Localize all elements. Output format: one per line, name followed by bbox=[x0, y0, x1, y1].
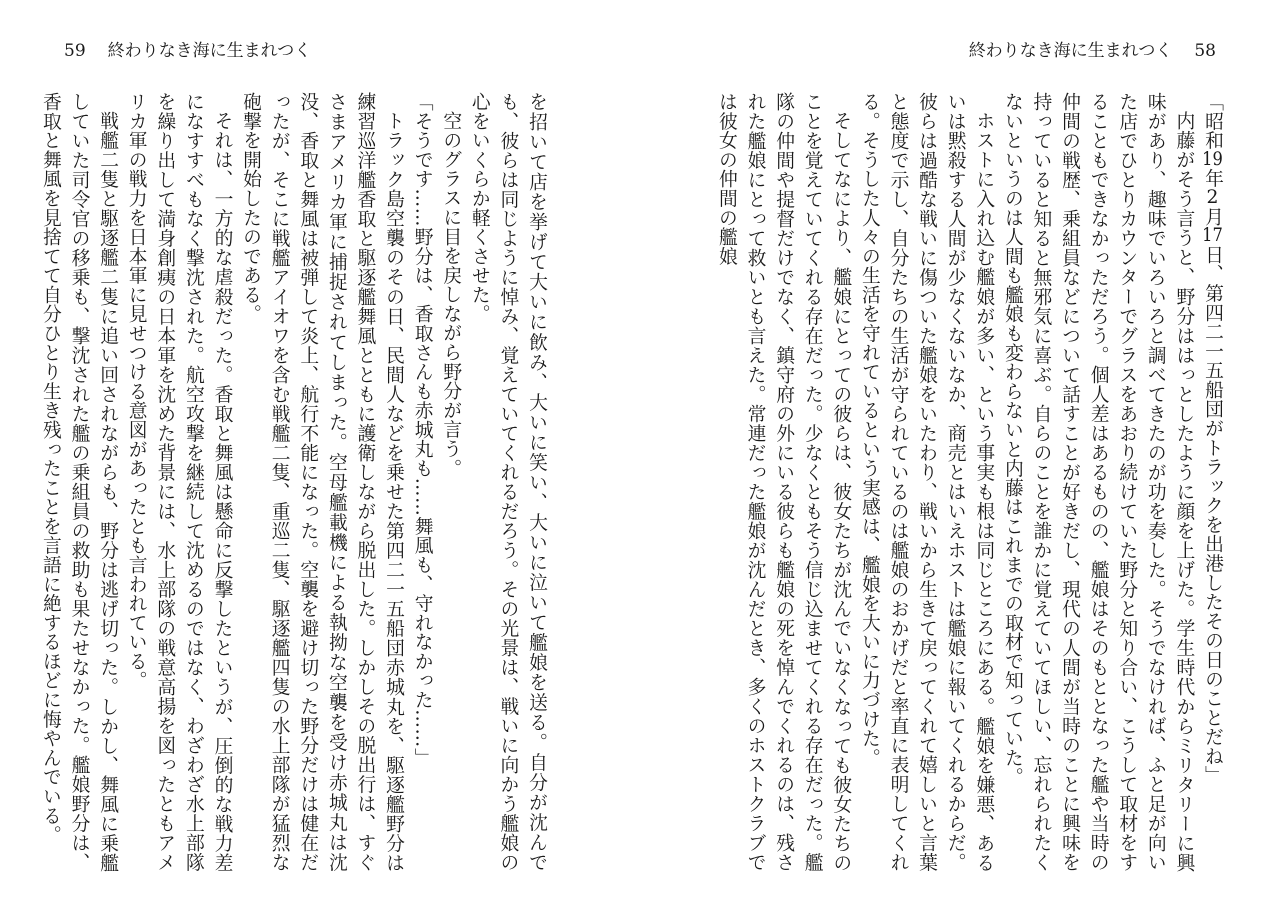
paragraph: 戦艦二隻と駆逐艦二隻に追い回されながらも、野分は逃げ切った。しかし、舞風に乗艦していた司令官の移乗も、撃沈された艦の乗組員の救助も果たせなかった。艦娘野分は、香取と舞風を見捨てて自分ひとり生き残ったことを言語に絶するほどに悔やんでいる。 bbox=[39, 92, 119, 872]
dialogue-paragraph: 「そうです……野分は、香取さんも赤城丸も……舞風も、守れなかった……」 bbox=[411, 92, 433, 768]
paragraph: ホストに入れ込む艦娘が多い、という事実も根は同じところにある。艦娘を嫌悪、あるいは黙殺する人間が少なくないなか、商売とはいえホストは艦娘に報いてくれるからだ。彼らは過酷な戦いに傷ついた艦娘をいたわり、戦いから生きて戻ってくれて嬉しいと言葉と態度で示し、自分たちの生活が守られているのは艦娘のおかげだと率直に表明してくれる。そうした人々の生活を守れているという実感は、艦娘を大いに力づけた。 bbox=[858, 92, 995, 872]
right-page-body bbox=[715, 92, 1226, 872]
paragraph: を招いて店を挙げて大いに飲み、大いに笑い、大いに泣いて艦娘を送る。自分が沈んでも、彼らは同じように悼み、覚えていてくれるだろう。その光景は、戦いに向かう艦娘の心をいくらか軽くさせた。 bbox=[468, 92, 547, 872]
paragraph: そしてなにより、艦娘にとっての彼らは、彼女たちが沈んでいなくなっても彼女たちのことを覚えていてくれる存在だった。少なくともそう信じ込ませてくれる存在だった。艦隊の仲間や提督だけでなく、鎮守府の外にいる彼らも艦娘の死を悼んでくれるのは、残された艦娘にとって救いとも言えた。常連だった艦娘が沈んだとき、多くのホストクラブでは彼女の仲間の艦娘 bbox=[715, 92, 852, 872]
paragraph: 空のグラスに目を戻しながら野分が言う。 bbox=[440, 110, 462, 478]
left-running-title: 終わりなき海に生まれつく bbox=[107, 41, 312, 61]
left-page-body bbox=[39, 92, 550, 872]
dialogue-paragraph: 「昭和19年2月17日、第四二一五船団がトラックを出港したその日のことだね」 bbox=[1202, 92, 1223, 785]
left-page-number: 59 bbox=[64, 41, 86, 61]
paragraph: 内藤がそう言うと、野分ははっとしたように顔を上げた。学生時代からミリタリーに興味があり、趣味でいろいろと調べてきたのが功を奏した。そうでなければ、ふと足が向いた店でひとりカウンターでグラスをあおり続けていた野分と知り合い、こうして取材をすることもできなかっただろう。個人差はあるものの、艦娘はそのもととなった艦や当時の仲間の戦歴、乗組員などについて話すことが好きだし、現代の人間が当時のことに興味を持っていると知ると無邪気に喜ぶ。自らのことを誰かに覚えていてほしい、忘れられたくないというのは人間も艦娘も変わらないと内藤はこれまでの取材で知っていた。 bbox=[1001, 92, 1195, 872]
right-page-header bbox=[969, 38, 1216, 64]
right-page bbox=[640, 0, 1280, 902]
paragraph: トラック島空襲のその日、民間人などを乗せた第四二一五船団赤城丸を、駆逐艦野分は練習巡洋艦香取と駆逐艦舞風とともに護衛しながら脱出した。しかしその脱出行は、すぐさまアメリカ軍に捕捉されてしまった。空母艦載機による執拗な空襲を受け赤城丸は沈没、香取と舞風は被弾して炎上、航行不能になった。空襲を避け切った野分だけは健在だったが、そこに戦艦アイオワを含む戦艦二隻、重巡二隻、駆逐艦四隻の水上部隊が猛烈な砲撃を開始したのである。 bbox=[240, 92, 405, 872]
left-page-header bbox=[64, 38, 311, 64]
right-page-number: 58 bbox=[1194, 41, 1216, 61]
right-running-title: 終わりなき海に生まれつく bbox=[968, 41, 1173, 61]
paragraph: それは、一方的な虐殺だった。香取と舞風は懸命に反撃したというが、圧倒的な戦力差になすすべもなく撃沈された。航空攻撃を継続して沈めるのではなく、わざわざ水上部隊を繰り出して満身創痍の日本軍を沈めた背景には、水上部隊の戦意高揚を図ったともアメリカ軍の戦力を日本軍に見せつける意図があったとも言われている。 bbox=[125, 92, 233, 872]
